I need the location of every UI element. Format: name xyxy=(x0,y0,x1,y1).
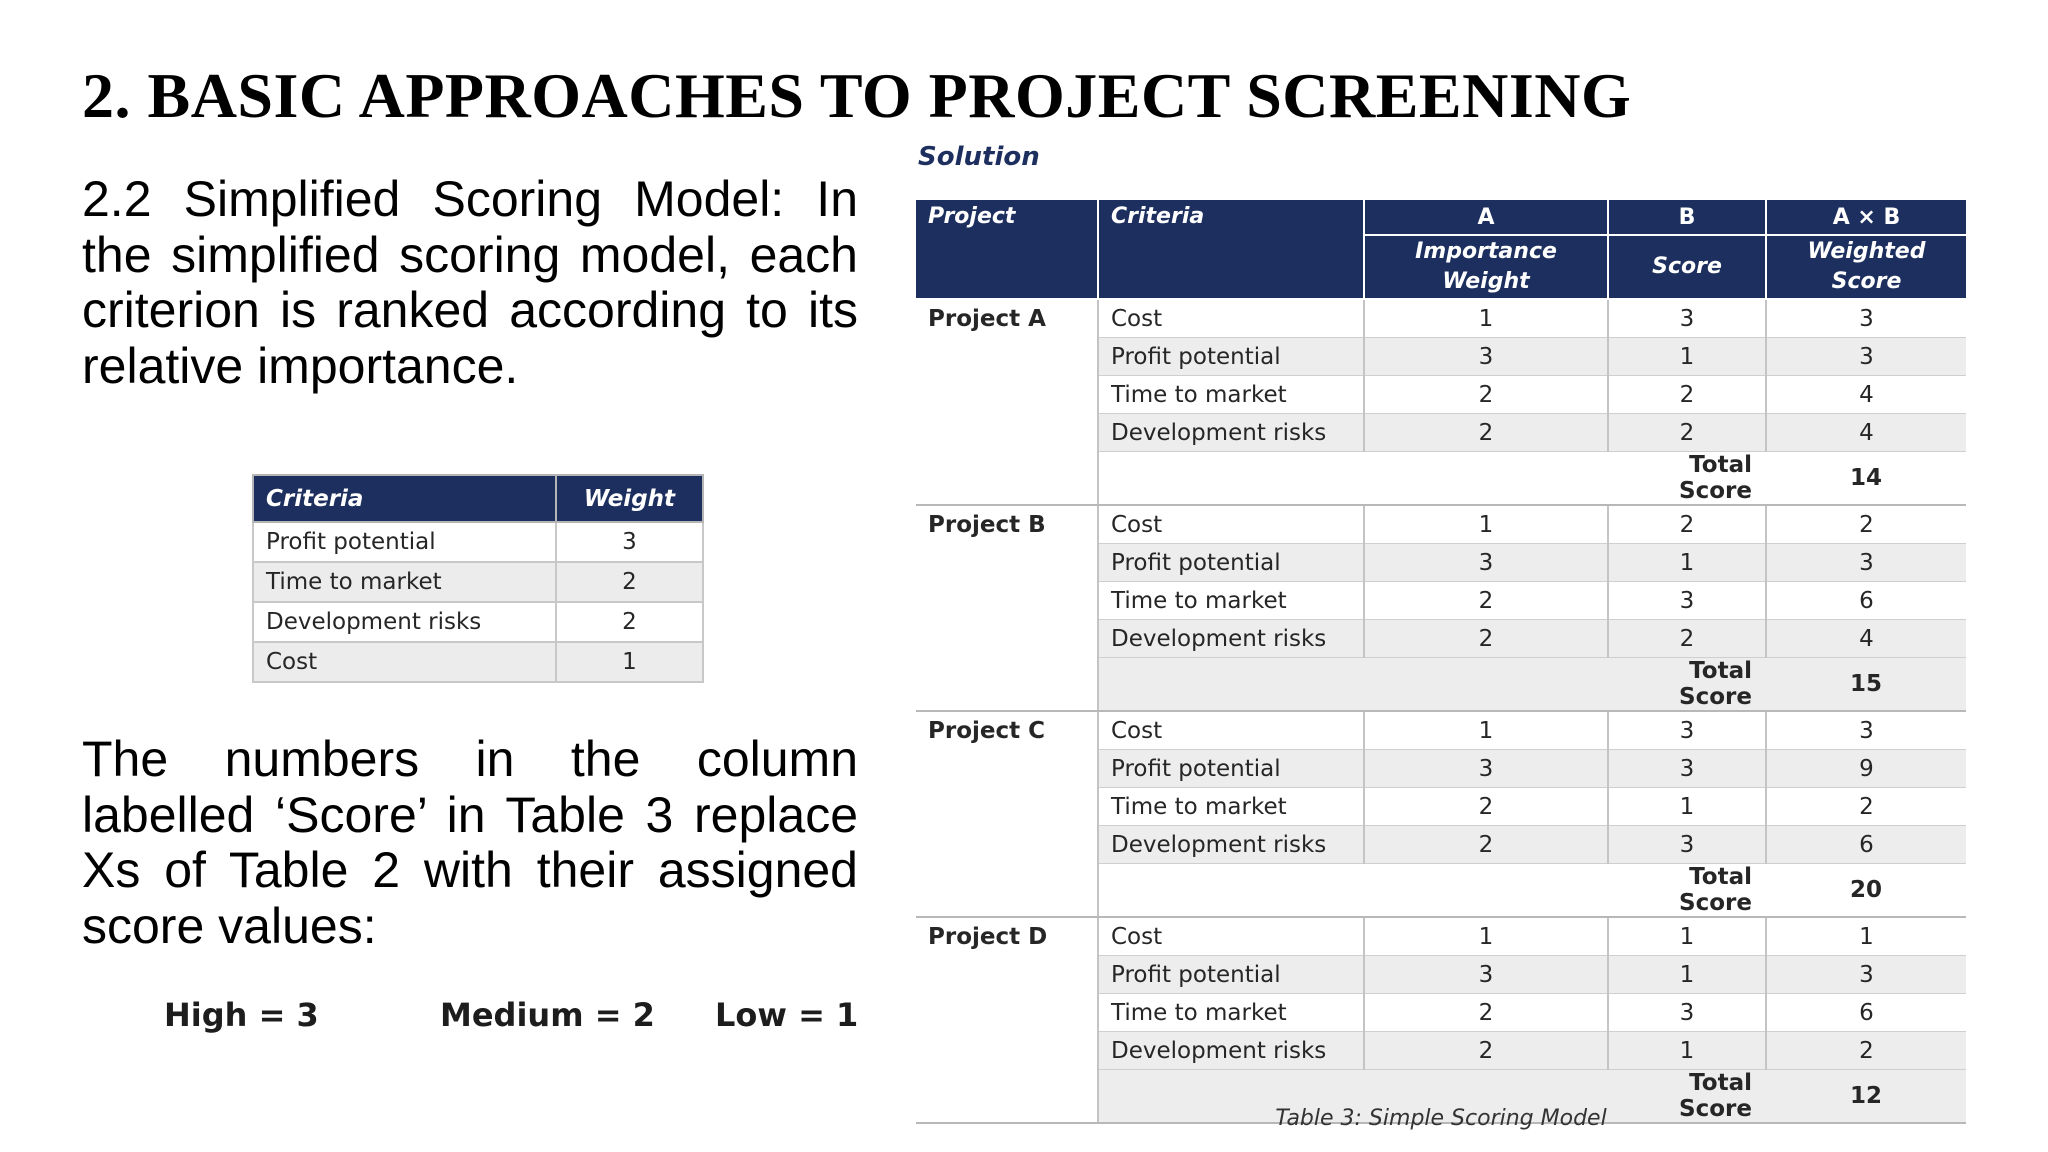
weight-cell: 2 xyxy=(556,562,703,602)
weighted-score-cell: 4 xyxy=(1766,376,1966,414)
importance-weight-cell: 2 xyxy=(1364,414,1608,452)
total-score-value: 12 xyxy=(1766,1070,1966,1124)
criteria-cell: Development risks xyxy=(1098,620,1364,658)
total-score-value: 20 xyxy=(1766,864,1966,918)
total-label: Total Score xyxy=(1608,864,1766,918)
table-caption: Table 3: Simple Scoring Model xyxy=(1275,1106,1607,1131)
intro-paragraph: 2.2 Simplified Scoring Model: In the simplified scoring model, each criterion is ranked according to its relative importance. xyxy=(82,171,858,394)
weight-cell: 1 xyxy=(556,642,703,682)
weighted-score-cell: 4 xyxy=(1766,414,1966,452)
criteria-cell: Development risks xyxy=(253,602,556,642)
scoring-table xyxy=(916,200,1966,1124)
project-name: Project B xyxy=(916,505,1098,711)
criteria-cell: Profit potential xyxy=(1098,544,1364,582)
criteria-cell: Time to market xyxy=(1098,788,1364,826)
table-row xyxy=(916,505,1966,544)
table-row xyxy=(916,299,1966,338)
header-weight: Weight xyxy=(556,475,703,522)
importance-weight-cell: 1 xyxy=(1364,505,1608,544)
score-value-low: Low = 1 xyxy=(715,996,859,1034)
importance-weight-cell: 2 xyxy=(1364,376,1608,414)
weighted-score-cell: 3 xyxy=(1766,338,1966,376)
importance-weight-cell: 2 xyxy=(1364,788,1608,826)
score-cell: 3 xyxy=(1608,994,1766,1032)
criteria-cell: Time to market xyxy=(1098,376,1364,414)
weighted-score-cell: 3 xyxy=(1766,956,1966,994)
weighted-score-cell: 1 xyxy=(1766,917,1966,956)
score-cell: 1 xyxy=(1608,1032,1766,1070)
importance-weight-cell: 2 xyxy=(1364,1032,1608,1070)
criteria-cell: Time to market xyxy=(253,562,556,602)
total-label: Total Score xyxy=(1608,658,1766,712)
scoring-table-body xyxy=(916,299,1966,1123)
total-label: Total Score xyxy=(1608,452,1766,506)
header-criteria: Criteria xyxy=(1098,200,1364,299)
criteria-cell: Cost xyxy=(1098,299,1364,338)
importance-weight-cell: 2 xyxy=(1364,582,1608,620)
score-cell: 2 xyxy=(1608,620,1766,658)
weighted-score-cell: 2 xyxy=(1766,505,1966,544)
explain-paragraph: The numbers in the column labelled ‘Score’ in Table 3 replace Xs of Table 2 with their assigned score values: xyxy=(82,731,858,954)
header-b: B xyxy=(1608,200,1766,235)
criteria-cell: Cost xyxy=(1098,917,1364,956)
slide-title: 2. BASIC APPROACHES TO PROJECT SCREENING xyxy=(82,60,1632,131)
weighted-score-cell: 4 xyxy=(1766,620,1966,658)
criteria-cell: Development risks xyxy=(1098,1032,1364,1070)
criteria-cell: Cost xyxy=(1098,505,1364,544)
total-score-value: 15 xyxy=(1766,658,1966,712)
score-cell: 1 xyxy=(1608,788,1766,826)
score-cell: 2 xyxy=(1608,414,1766,452)
score-cell: 3 xyxy=(1608,826,1766,864)
importance-weight-cell: 2 xyxy=(1364,826,1608,864)
weight-cell: 3 xyxy=(556,522,703,562)
score-cell: 3 xyxy=(1608,750,1766,788)
project-name: Project D xyxy=(916,917,1098,1123)
table-row xyxy=(916,917,1966,956)
weighted-score-cell: 6 xyxy=(1766,994,1966,1032)
header-weighted-score: Weighted Score xyxy=(1766,235,1966,299)
importance-weight-cell: 3 xyxy=(1364,544,1608,582)
weighted-score-cell: 3 xyxy=(1766,711,1966,750)
table-row xyxy=(253,602,703,642)
total-spacer xyxy=(1098,452,1608,506)
criteria-cell: Profit potential xyxy=(1098,338,1364,376)
weighted-score-cell: 6 xyxy=(1766,582,1966,620)
weighted-score-cell: 3 xyxy=(1766,544,1966,582)
score-cell: 3 xyxy=(1608,582,1766,620)
score-cell: 2 xyxy=(1608,505,1766,544)
criteria-cell: Cost xyxy=(1098,711,1364,750)
score-cell: 1 xyxy=(1608,956,1766,994)
weight-table xyxy=(252,474,704,683)
importance-weight-cell: 1 xyxy=(1364,917,1608,956)
weighted-score-cell: 6 xyxy=(1766,826,1966,864)
project-name: Project A xyxy=(916,299,1098,505)
header-a: A xyxy=(1364,200,1608,235)
score-cell: 1 xyxy=(1608,338,1766,376)
criteria-cell: Cost xyxy=(253,642,556,682)
solution-label: Solution xyxy=(918,142,1040,172)
total-label: Total Score xyxy=(1608,1070,1766,1124)
score-value-high: High = 3 xyxy=(164,996,319,1034)
importance-weight-cell: 2 xyxy=(1364,620,1608,658)
total-score-value: 14 xyxy=(1766,452,1966,506)
header-project: Project xyxy=(916,200,1098,299)
score-cell: 1 xyxy=(1608,917,1766,956)
weighted-score-cell: 3 xyxy=(1766,299,1966,338)
criteria-cell: Profit potential xyxy=(1098,956,1364,994)
total-spacer xyxy=(1098,864,1608,918)
criteria-cell: Time to market xyxy=(1098,582,1364,620)
header-score: Score xyxy=(1608,235,1766,299)
criteria-cell: Development risks xyxy=(1098,414,1364,452)
criteria-cell: Development risks xyxy=(1098,826,1364,864)
table-row xyxy=(253,642,703,682)
scoring-header-row xyxy=(916,200,1966,235)
score-cell: 1 xyxy=(1608,544,1766,582)
weight-cell: 2 xyxy=(556,602,703,642)
header-importance-weight: Importance Weight xyxy=(1364,235,1608,299)
weighted-score-cell: 2 xyxy=(1766,788,1966,826)
importance-weight-cell: 3 xyxy=(1364,956,1608,994)
score-value-medium: Medium = 2 xyxy=(440,996,655,1034)
header-criteria: Criteria xyxy=(253,475,556,522)
importance-weight-cell: 1 xyxy=(1364,299,1608,338)
importance-weight-cell: 2 xyxy=(1364,994,1608,1032)
importance-weight-cell: 1 xyxy=(1364,711,1608,750)
weight-table-header xyxy=(253,475,703,522)
score-cell: 3 xyxy=(1608,711,1766,750)
total-spacer xyxy=(1098,658,1608,712)
table-row xyxy=(253,522,703,562)
score-cell: 2 xyxy=(1608,376,1766,414)
criteria-cell: Profit potential xyxy=(253,522,556,562)
weighted-score-cell: 2 xyxy=(1766,1032,1966,1070)
table-row xyxy=(253,562,703,602)
score-cell: 3 xyxy=(1608,299,1766,338)
header-axb: A × B xyxy=(1766,200,1966,235)
importance-weight-cell: 3 xyxy=(1364,750,1608,788)
project-name: Project C xyxy=(916,711,1098,917)
weighted-score-cell: 9 xyxy=(1766,750,1966,788)
criteria-cell: Time to market xyxy=(1098,994,1364,1032)
table-row xyxy=(916,711,1966,750)
importance-weight-cell: 3 xyxy=(1364,338,1608,376)
criteria-cell: Profit potential xyxy=(1098,750,1364,788)
